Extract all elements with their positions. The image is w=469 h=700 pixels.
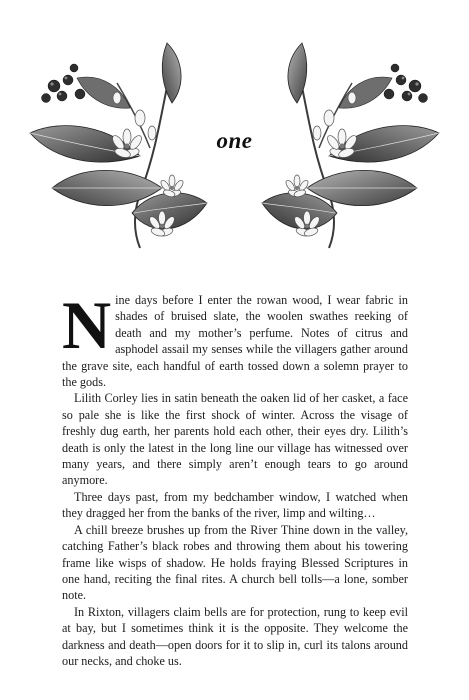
chapter-title: one (216, 128, 253, 153)
paragraph-4: A chill breeze brushes up from the River Thine down in the valley, catching Father’s black robes and throwing them about his towering frame like wisps of shadow. He holds fraying Blessed Scriptures in one hand, reciting the final rites. A church bell tolls—a lone, somber note. (62, 522, 408, 603)
paragraph-1-text: ine days before I enter the rowan wood, I wear fabric in shades of bruised slate, the woolen swathes reeking of death and my mother’s perfume. Notes of citrus and asphodel assail my senses while the villagers gather around the grave site, each handful of earth tossed down a solemn prayer to the gods. (62, 293, 408, 390)
paragraph-2: Lilith Corley lies in satin beneath the oaken lid of her casket, a face so pale she is like the first shock of winter. Across the visage of freshly dug earth, her parents hold each other, their eyes dry. Lilith’s death is only the latest in the long line our village has witnessed over many years, and there simply aren’t enough tears to go around anymore. (62, 391, 408, 488)
drop-cap: N (62, 287, 112, 363)
paragraph-3: Three days past, from my bedchamber window, I watched when they dragged her from the banks of the river, limp and wilting… (62, 489, 408, 521)
paragraph-1 (62, 287, 408, 390)
paragraph-5: In Rixton, villagers claim bells are for protection, rung to keep evil at bay, but I sometimes think it is the opposite. They welcome the darkness and death—open doors for it to slip in, curl its talons around our necks, and choke us. (62, 604, 408, 668)
chapter-body (62, 287, 408, 669)
